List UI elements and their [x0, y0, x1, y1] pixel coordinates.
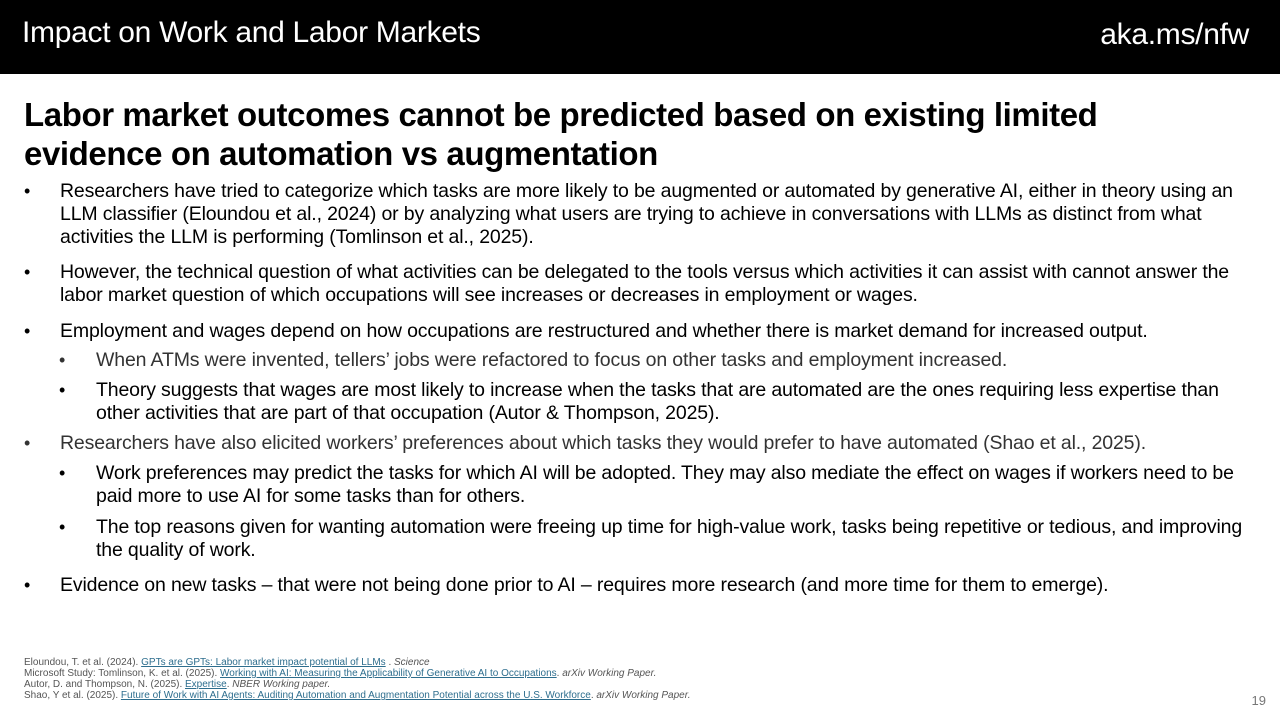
slide-headline: Labor market outcomes cannot be predicted based on existing limited evidence on automation vs augmentation	[24, 96, 1098, 172]
reference-separator: .	[385, 657, 395, 668]
bullet-text: Researchers have also elicited workers’ preferences about which tasks they would prefer to have automated (Shao et al., 2025).	[60, 432, 1146, 454]
bullet-text: However, the technical question of what activities can be delegated to the tools versus which activities it can assist with cannot answer the labor market question of which occupations will see increases or decreases in employment or wages.	[60, 261, 1229, 306]
bullet-dot: •	[24, 321, 31, 341]
reference-separator: .	[226, 679, 233, 690]
reference-link[interactable]: Expertise	[185, 679, 227, 690]
bullet-dot: •	[59, 350, 66, 370]
bullet-item	[24, 320, 1256, 343]
short-link: aka.ms/nfw	[1100, 18, 1249, 51]
bullet-dot: •	[24, 575, 31, 595]
bullet-text: Researchers have tried to categorize which tasks are more likely to be augmented or automated by generative AI, either in theory using an LLM classifier (Eloundou et al., 2024) or by analyzing what users are trying to achieve in conversations with LLMs as distinct from what activities the LLM is performing (Tomlinson et al., 2025).	[60, 180, 1233, 248]
sub-bullet-item	[24, 462, 1256, 508]
bullet-dot: •	[24, 262, 31, 282]
reference-link[interactable]: Working with AI: Measuring the Applicability of Generative AI to Occupations	[220, 668, 557, 679]
bullet-item	[24, 261, 1256, 307]
reference-authors: Autor, D. and Thompson, N. (2025).	[24, 679, 186, 690]
bullet-item	[24, 180, 1256, 249]
bullet-text: When ATMs were invented, tellers’ jobs were refactored to focus on other tasks and employment increased.	[96, 349, 1008, 371]
bullet-dot: •	[59, 463, 66, 483]
bullet-text: Evidence on new tasks – that were not being done prior to AI – requires more research (and more time for them to emerge).	[60, 574, 1109, 596]
reference-venue: Science	[394, 657, 430, 668]
reference-link[interactable]: GPTs are GPTs: Labor market impact potential of LLMs	[141, 657, 386, 668]
bullet-list	[24, 180, 1256, 597]
reference-venue: NBER Working paper.	[232, 679, 331, 690]
reference-item	[24, 679, 690, 690]
reference-separator: .	[590, 690, 597, 701]
bullet-dot: •	[24, 181, 31, 201]
reference-authors: Shao, Y et al. (2025).	[24, 690, 121, 701]
reference-separator: .	[556, 668, 563, 679]
bullet-text: Theory suggests that wages are most likely to increase when the tasks that are automated are the ones requiring less expertise than other activities that are part of that occupation (Autor & Thompson, 2025).	[96, 379, 1219, 424]
bullet-text: Employment and wages depend on how occupations are restructured and whether there is market demand for increased output.	[60, 320, 1148, 342]
bullet-item	[24, 432, 1256, 455]
reference-authors: Microsoft Study: Tomlinson, K. et al. (2025).	[24, 668, 221, 679]
slide-header-bar	[0, 0, 1280, 74]
sub-bullet-item	[24, 349, 1256, 372]
reference-venue: arXiv Working Paper.	[562, 668, 657, 679]
bullet-text: Work preferences may predict the tasks for which AI will be adopted. They may also mediate the effect on wages if workers need to be paid more to use AI for some tasks than for others.	[96, 462, 1234, 507]
reference-link[interactable]: Future of Work with AI Agents: Auditing Automation and Augmentation Potential across the U.S. Workforce	[120, 690, 591, 701]
bullet-item	[24, 574, 1256, 597]
bullet-text: The top reasons given for wanting automation were freeing up time for high-value work, tasks being repetitive or tedious, and improving the quality of work.	[96, 516, 1243, 561]
bullet-dot: •	[59, 380, 66, 400]
bullet-dot: •	[59, 517, 66, 537]
page-number: 19	[1251, 693, 1266, 708]
sub-bullet-item	[24, 379, 1256, 425]
reference-item	[24, 657, 690, 668]
reference-authors: Eloundou, T. et al. (2024).	[24, 657, 142, 668]
reference-item	[24, 690, 690, 701]
sub-bullet-item	[24, 516, 1256, 562]
reference-venue: arXiv Working Paper.	[596, 690, 691, 701]
references	[24, 657, 690, 701]
bullet-dot: •	[24, 433, 31, 453]
slide-section-title: Impact on Work and Labor Markets	[22, 16, 481, 49]
reference-item	[24, 668, 690, 679]
